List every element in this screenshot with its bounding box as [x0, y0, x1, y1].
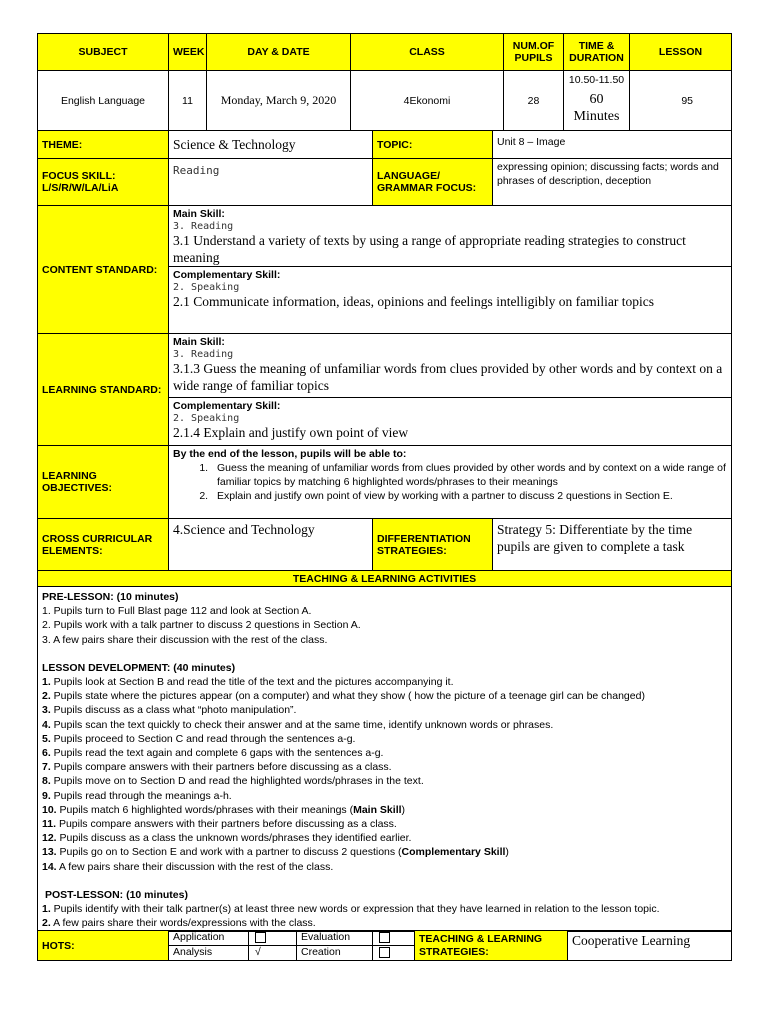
post-lesson-title: POST-LESSON: (10 minutes) — [45, 888, 188, 901]
lesson-development-title: LESSON DEVELOPMENT: (40 minutes) — [42, 661, 236, 674]
focus-skill-label: FOCUS SKILL: L/S/R/W/LA/LiA — [38, 159, 169, 206]
week-header: WEEK — [169, 34, 207, 71]
topic-label: TOPIC: — [373, 131, 493, 159]
learning-objectives-label: LEARNING OBJECTIVES: — [38, 446, 169, 519]
checkbox-icon — [379, 932, 390, 943]
class-header: CLASS — [351, 34, 504, 71]
date-value: Monday, March 9, 2020 — [207, 71, 351, 131]
hots-table — [37, 930, 732, 961]
time-range: 10.50-11.50 — [568, 74, 625, 86]
content-comp-skill-name: 2. Speaking — [173, 282, 240, 293]
week-value: 11 — [169, 71, 207, 131]
checkbox-icon — [255, 932, 266, 943]
activities-cell — [38, 587, 732, 932]
hots-evaluation-check — [373, 931, 415, 946]
dev-step: 11. Pupils compare answers with their partners before discussing as a class. — [42, 818, 397, 831]
time-duration-header: TIME & DURATION — [564, 34, 630, 71]
hots-analysis-check — [249, 946, 297, 961]
learning-main-label: Main Skill: — [173, 336, 225, 348]
objectives-intro: By the end of the lesson, pupils will be able to: — [173, 448, 407, 460]
focus-skill-value: Reading — [173, 164, 220, 177]
content-main-label: Main Skill: — [173, 208, 225, 220]
checkbox-icon — [379, 947, 390, 958]
content-comp-label: Complementary Skill: — [173, 269, 281, 281]
dev-step: 2. Pupils state where the pictures appear (on a computer) and what they show ( how the picture of a teenage girl can be changed) — [42, 690, 645, 703]
pre-lesson-step: 1. Pupils turn to Full Blast page 112 and look at Section A. — [42, 605, 312, 618]
hots-analysis: Analysis — [169, 946, 249, 961]
theme-value: Science & Technology — [169, 131, 373, 159]
dev-step: 1. Pupils look at Section B and read the title of the text and the pictures accompanying it. — [42, 676, 454, 689]
teaching-strategies-label: TEACHING & LEARNING STRATEGIES: — [415, 931, 568, 961]
lesson-plan-body-table — [37, 130, 732, 932]
learning-comp-skill-name: 2. Speaking — [173, 413, 240, 424]
content-main-skill-name: 3. Reading — [173, 221, 234, 232]
day-date-header: DAY & DATE — [207, 34, 351, 71]
teaching-strategies-value: Cooperative Learning — [568, 931, 732, 961]
learning-main-skill-name: 3. Reading — [173, 349, 234, 360]
dev-step: 13. Pupils go on to Section E and work with a partner to discuss 2 questions (Complementary Skill) — [42, 846, 509, 859]
objective-item: 2. Explain and justify own point of view by working with a partner to discuss 2 questions in Section E. — [211, 489, 727, 503]
dev-step: 7. Pupils compare answers with their partners before discussing as a class. — [42, 761, 392, 774]
differentiation-value: Strategy 5: Differentiate by the time pupils are given to complete a task — [493, 519, 732, 571]
hots-application-check — [249, 931, 297, 946]
dev-step: 4. Pupils scan the text quickly to check their answer and at the same time, identify unknown words or phrases. — [42, 718, 554, 731]
dev-step: 10. Pupils match 6 highlighted words/phrases with their meanings (Main Skill) — [42, 803, 406, 816]
hots-creation: Creation — [297, 946, 373, 961]
lesson-header: LESSON — [630, 34, 732, 71]
pupils-value: 28 — [504, 71, 564, 131]
dev-step: 3. Pupils discuss as a class what “photo manipulation”. — [42, 704, 297, 717]
dev-step: 9. Pupils read through the meanings a-h. — [42, 789, 232, 802]
dev-step: 5. Pupils proceed to Section C and read through the sentences a-g. — [42, 732, 356, 745]
lesson-value: 95 — [630, 71, 732, 131]
subject-value: English Language — [38, 71, 169, 131]
dev-step: 8. Pupils move on to Section D and read the highlighted words/phrases in the text. — [42, 775, 424, 788]
duration-value: 60 Minutes — [573, 92, 620, 124]
post-step: 1. Pupils identify with their talk partner(s) at least three new words or expression that they have learned in relation to the lesson topic. — [42, 903, 660, 916]
differentiation-label: DIFFERENTIATION STRATEGIES: — [373, 519, 493, 571]
theme-label: THEME: — [38, 131, 169, 159]
hots-creation-check — [373, 946, 415, 961]
pre-lesson-step: 3. A few pairs share their discussion with the rest of the class. — [42, 633, 328, 646]
content-standard-cell — [169, 206, 732, 334]
subject-header: SUBJECT — [38, 34, 169, 71]
learning-comp-skill — [169, 398, 731, 442]
grammar-focus-label: LANGUAGE/ GRAMMAR FOCUS: — [373, 159, 493, 206]
learning-main-text: 3.1.3 Guess the meaning of unfamiliar words from clues provided by other words and by context on a wide range of familiar topics — [173, 361, 723, 393]
check-mark-icon: √ — [255, 946, 261, 958]
lesson-plan-header-table — [37, 33, 732, 131]
activities-title: TEACHING & LEARNING ACTIVITIES — [38, 571, 732, 587]
objective-item: 1. Guess the meaning of unfamiliar words from clues provided by other words and by context on a wide range of familiar topics by matching 6 highlighted words/phrases to their meanings — [211, 461, 727, 489]
dev-step: 6. Pupils read the text again and complete 6 gaps with the sentences a-g. — [42, 747, 384, 760]
content-comp-text: 2.1 Communicate information, ideas, opinions and feelings intelligibly on familiar topics — [173, 294, 655, 309]
hots-application: Application — [169, 931, 249, 946]
dev-step: 14. A few pairs share their discussion with the rest of the class. — [42, 860, 334, 873]
content-main-text: 3.1 Understand a variety of texts by using a range of appropriate reading strategies to construct meaning — [173, 233, 686, 265]
focus-skill-cell — [169, 159, 373, 206]
cross-curricular-value: 4.Science and Technology — [169, 519, 373, 571]
pre-lesson-step: 2. Pupils work with a talk partner to discuss 2 questions in Section A. — [42, 619, 361, 632]
num-pupils-header: NUM.OF PUPILS — [504, 34, 564, 71]
class-value: 4Ekonomi — [351, 71, 504, 131]
grammar-focus-value: expressing opinion; discussing facts; words and phrases of description, deception — [493, 159, 732, 206]
dev-step: 12. Pupils discuss as a class the unknown words/phrases they identified earlier. — [42, 832, 412, 845]
content-comp-skill — [169, 267, 731, 311]
content-standard-label: CONTENT STANDARD: — [38, 206, 169, 334]
learning-comp-label: Complementary Skill: — [173, 400, 281, 412]
learning-comp-text: 2.1.4 Explain and justify own point of view — [173, 425, 409, 440]
time-value-cell — [564, 71, 630, 131]
pre-lesson-title: PRE-LESSON: (10 minutes) — [42, 591, 179, 603]
learning-main-skill — [169, 334, 731, 398]
cross-curricular-label: CROSS CURRICULAR ELEMENTS: — [38, 519, 169, 571]
learning-objectives-cell — [169, 446, 732, 519]
hots-evaluation: Evaluation — [297, 931, 373, 946]
learning-standard-cell — [169, 334, 732, 446]
hots-label: HOTS: — [38, 931, 169, 961]
learning-standard-label: LEARNING STANDARD: — [38, 334, 169, 446]
topic-value: Unit 8 – Image — [493, 131, 732, 159]
content-main-skill — [169, 206, 731, 267]
post-step: 2. A few pairs share their words/expressions with the class. — [42, 917, 316, 930]
